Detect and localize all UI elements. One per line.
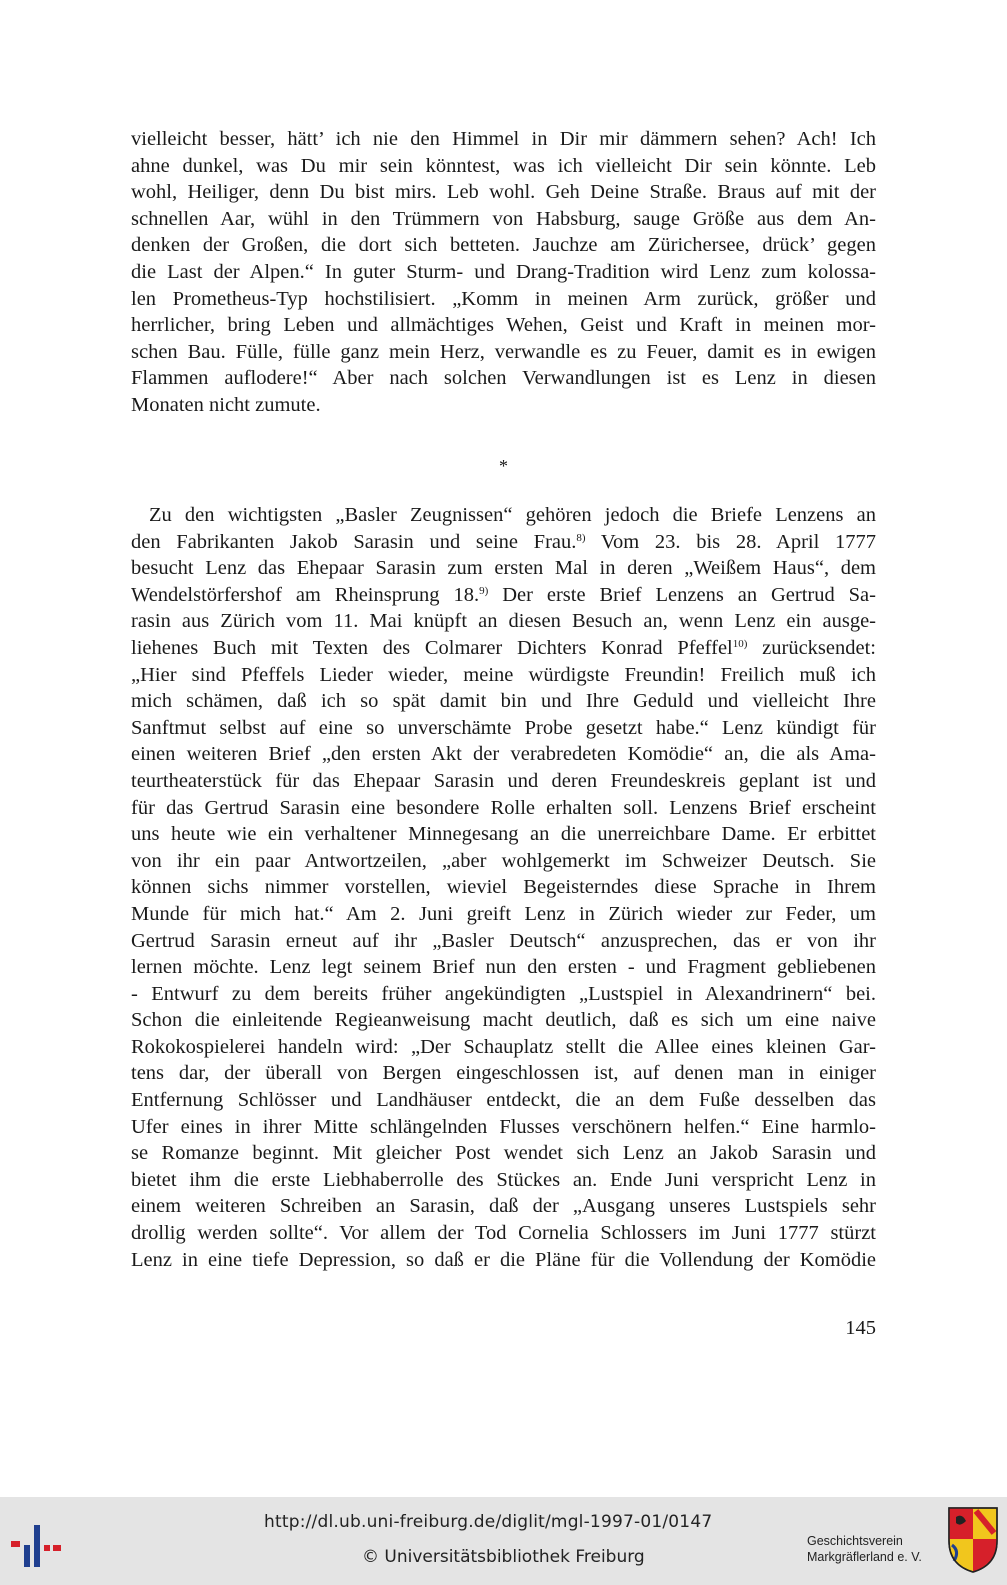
line-text: Vom 23. bis 28. April 1777	[585, 530, 876, 553]
text-line: Gertrud Sarasin erneut auf ihr „Basler Deutsch“ anzusprechen, das er von ihr	[131, 929, 876, 952]
text-line: Zu den wichtigsten „Basler Zeugnissen“ gehören jedoch die Briefe Lenzens an	[149, 504, 876, 526]
section-separator: *	[499, 456, 508, 476]
text-line: Entfernung Schlösser und Landhäuser entdeckt, die an dem Fuße desselben das	[131, 1089, 876, 1112]
text-line: „Hier sind Pfeffels Lieder wieder, meine würdigste Freundin! Freilich muß ich	[131, 663, 876, 686]
text-line: drollig werden sollte“. Vor allem der Tod Cornelia Schlossers im Juni 1777 stürzt	[131, 1222, 876, 1245]
text-line: Munde für mich hat.“ Am 2. Juni greift Lenz in Zürich wieder zur Feder, um	[131, 902, 876, 925]
text-line: Monaten nicht zumute.	[131, 393, 321, 416]
text-line: teurtheaterstück für das Ehepaar Sarasin und deren Freundeskreis geplant ist und	[131, 769, 876, 792]
text-line	[131, 635, 876, 662]
text-line: Flammen auflodere!“ Aber nach solchen Verwandlungen ist es Lenz in diesen	[131, 367, 876, 390]
text-line: einen weiteren Brief „den ersten Akt der verabredeten Komödie“ an, die als Ama-	[131, 743, 876, 766]
text-line: Sanftmut selbst auf eine so unverschämte Probe gesetzt habe.“ Lenz kündigt für	[131, 716, 876, 739]
text-line: ahne dunkel, was Du mir sein könntest, was ich vielleicht Dir sein könnte. Leb	[131, 154, 876, 177]
text-line: schen Bau. Fülle, fülle ganz mein Herz, verwandle es zu Feuer, damit es in ewigen	[131, 340, 876, 363]
text-line: rasin aus Zürich vom 11. Mai knüpft an diesen Besuch an, wenn Lenz ein ausge-	[131, 610, 876, 633]
text-line: Schon die einleitende Regieanweisung macht deutlich, daß es sich um eine naive	[131, 1009, 876, 1032]
line-text: Der erste Brief Lenzens an Gertrud Sa-	[488, 583, 876, 606]
society-line: Markgräflerland e. V.	[807, 1550, 922, 1564]
line-text: Wendelstörfershof am Rheinsprung 18.	[131, 583, 480, 606]
footnote-ref[interactable]: 10)	[732, 637, 748, 650]
text-line: se Romanze beginnt. Mit gleicher Post wendet sich Lenz an Jakob Sarasin und	[131, 1142, 876, 1165]
paragraph-2	[131, 502, 876, 1273]
line-text: liehenes Buch mit Texten des Colmarer Dichters Konrad Pfeffel	[131, 636, 733, 659]
text-line: schnellen Aar, wühl in den Trümmern von Habsburg, sauge Größe aus dem An-	[131, 207, 876, 230]
text-line: einem weiteren Schreiben an Sarasin, daß der „Ausgang unseres Lustspiels sehr	[131, 1195, 876, 1218]
text-line: denken der Großen, die dort sich betteten. Jauchze am Zürichersee, drück’ gegen	[131, 234, 876, 257]
text-line: mich schämen, daß ich so spät damit bin und Ihre Geduld und vielleicht Ihre	[131, 690, 876, 713]
footnote-ref[interactable]: 9)	[479, 584, 489, 597]
text-line: von ihr ein paar Antwortzeilen, „aber wohlgemerkt im Schweizer Deutsch. Sie	[131, 849, 876, 872]
text-line: wohl, Heiliger, denn Du bist mirs. Leb wohl. Geh Deine Straße. Braus auf mit der	[131, 181, 876, 204]
page-number: 145	[845, 1317, 876, 1339]
text-line: - Entwurf zu dem bereits früher angekündigten „Lustspiel in Alexandrinern“ bei.	[131, 982, 876, 1005]
text-line	[131, 582, 876, 609]
paragraph-1	[131, 126, 876, 419]
society-name	[807, 1533, 922, 1565]
text-line: bietet ihm die erste Liebhaberrolle des Stückes an. Ende Juni verspricht Lenz in	[131, 1168, 876, 1191]
text-line: tens dar, der überall von Bergen eingeschlossen ist, auf denen man in einiger	[131, 1062, 876, 1085]
text-line	[131, 529, 876, 556]
text-line: können sichs nimmer vorstellen, wieviel Begeisterndes diese Sprache in Ihrem	[131, 876, 876, 899]
text-line: besucht Lenz das Ehepaar Sarasin zum ersten Mal in deren „Weißem Haus“, dem	[131, 557, 876, 580]
text-line: herrlicher, bring Leben und allmächtiges Wehen, Geist und Kraft in meinen mor-	[131, 314, 876, 337]
text-line: lernen möchte. Lenz legt seinem Brief nun den ersten - und Fragment gebliebenen	[131, 956, 876, 979]
footer-bar	[0, 1497, 1007, 1585]
text-line: Ufer eines in ihrer Mitte schlängelnden Flusses verschönern helfen.“ Eine harmlo-	[131, 1115, 876, 1138]
text-line: Rokokospielerei handeln wird: „Der Schauplatz stellt die Allee eines kleinen Gar-	[131, 1035, 876, 1058]
text-line: für das Gertrud Sarasin eine besondere Rolle erhalten soll. Lenzens Brief erscheint	[131, 796, 876, 819]
line-text: den Fabrikanten Jakob Sarasin und seine Frau.	[131, 530, 577, 553]
line-text: zurücksendet:	[747, 636, 877, 659]
text-line: Lenz in eine tiefe Depression, so daß er die Pläne für die Vollendung der Komödie	[131, 1248, 876, 1271]
society-line: Geschichtsverein	[807, 1534, 903, 1548]
ub-freiburg-logo-icon[interactable]	[8, 1519, 62, 1569]
text-line: die Last der Alpen.“ In guter Sturm- und Drang-Tradition wird Lenz zum kolossa-	[131, 260, 876, 283]
source-url-link[interactable]: http://dl.ub.uni-freiburg.de/diglit/mgl-1997-01/0147	[264, 1512, 713, 1532]
coat-of-arms-icon[interactable]	[946, 1505, 1000, 1575]
copyright-notice: © Universitätsbibliothek Freiburg	[362, 1547, 645, 1567]
footnote-ref[interactable]: 8)	[576, 531, 586, 544]
text-line: vielleicht besser, hätt’ ich nie den Himmel in Dir mir dämmern sehen? Ach! Ich	[131, 128, 876, 150]
text-line: len Prometheus-Typ hochstilisiert. „Komm in meinen Arm zurück, größer und	[131, 287, 876, 310]
text-line: uns heute wie ein verhaltener Minnegesang an die unerreichbare Dame. Er erbittet	[131, 823, 876, 846]
